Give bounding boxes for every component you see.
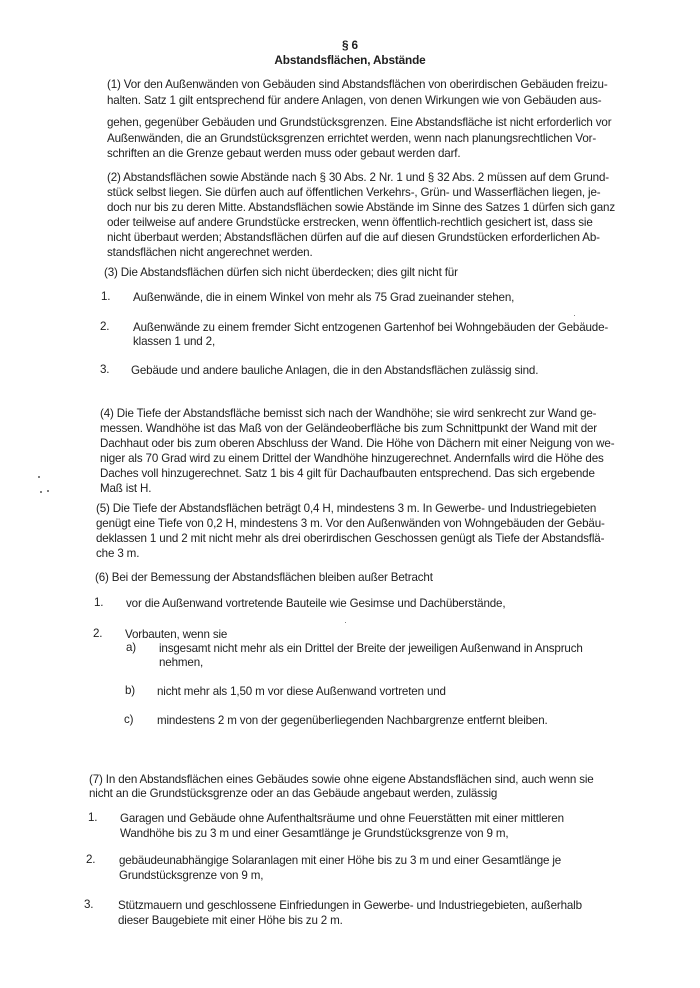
paragraph-line: nicht überbaut werden; Abstandsflächen dürfen auf die auf diesen Grundstücken erforderlichen Ab-	[107, 231, 600, 244]
sublist-text: mindestens 2 m von der gegenüberliegenden Nachbargrenze entfernt bleiben.	[157, 714, 548, 727]
list-item-text: dieser Baugebiete mit einer Höhe bis zu 2 m.	[118, 914, 343, 927]
scan-speck	[47, 490, 49, 492]
section-number: § 6	[342, 38, 358, 52]
paragraph-intro: (6) Bei der Bemessung der Abstandsflächen bleiben außer Betracht	[95, 571, 433, 584]
paragraph-line: (2) Abstandsflächen sowie Abstände nach § 30 Abs. 2 Nr. 1 und § 32 Abs. 2 müssen auf dem Grund-	[107, 171, 609, 184]
paragraph-line: genügt eine Tiefe von 0,2 H, mindestens 3 m. Vor den Außenwänden von Wohngebäuden der Gebäu-	[96, 517, 605, 530]
paragraph-line: doch nur bis zu deren Mitte. Abstandsflächen sowie Abstände im Sinne des Satzes 1 dürfen sich ganz	[107, 201, 615, 214]
sublist-text: nicht mehr als 1,50 m vor diese Außenwand vortreten und	[157, 685, 446, 698]
paragraph-line: (5) Die Tiefe der Abstandsflächen beträgt 0,4 H, mindestens 3 m. In Gewerbe- und Industriegebieten	[96, 502, 597, 515]
list-item-text: Stützmauern und geschlossene Einfriedungen in Gewerbe- und Industriegebieten, außerhalb	[118, 899, 582, 912]
scan-speck	[345, 622, 346, 623]
list-item-number: 1.	[88, 811, 98, 824]
list-item-text: Garagen und Gebäude ohne Aufenthaltsräume und ohne Feuerstätten mit einer mittleren	[120, 812, 564, 825]
list-item-number: 2.	[86, 853, 96, 866]
paragraph-line: (4) Die Tiefe der Abstandsfläche bemisst sich nach der Wandhöhe; sie wird senkrecht zur Wand ge-	[100, 407, 597, 420]
list-item-number: 1.	[94, 596, 104, 609]
paragraph-intro: (7) In den Abstandsflächen eines Gebäudes sowie ohne eigene Abstandsflächen sind, auch wenn sie	[89, 773, 594, 786]
paragraph-line: niger als 70 Grad wird zu einem Drittel der Wandhöhe hinzugerechnet. Andernfalls wird die Höhe des	[100, 452, 604, 465]
list-item-number: 2.	[100, 320, 110, 333]
paragraph-line: schriften an die Grenze gebaut werden muss oder gebaut werden darf.	[107, 147, 461, 160]
paragraph-intro: (3) Die Abstandsflächen dürfen sich nicht überdecken; dies gilt nicht für	[104, 266, 458, 279]
paragraph-line: Dachhaut oder bis zum oberen Abschluss der Wand. Die Höhe von Dächern mit einer Neigung von we-	[100, 437, 615, 450]
paragraph-line: Außenwänden, die an Grundstücksgrenzen errichtet werden, wenn nach planungsrechtlichen Vor-	[107, 132, 597, 145]
sublist-label: c)	[124, 713, 134, 726]
list-item-text: Außenwände zu einem fremder Sicht entzogenen Gartenhof bei Wohngebäuden der Gebäude-	[133, 321, 609, 334]
sublist-label: b)	[125, 684, 136, 697]
paragraph-line: oder teilweise auf andere Grundstücke erstrecken, wenn öffentlich-rechtlich gesichert ist, dass sie	[107, 216, 593, 229]
paragraph-line: deklassen 1 und 2 mit nicht mehr als drei oberirdischen Geschossen genügt als Tiefe der Abstandsflä-	[96, 532, 605, 545]
list-item-number: 2.	[93, 627, 103, 640]
paragraph-line: gehen, gegenüber Gebäuden und Grundstücksgrenzen. Eine Abstandsfläche ist nicht erforderlich vor	[107, 116, 612, 129]
sublist-label: a)	[126, 641, 137, 654]
list-item-text: gebäudeunabhängige Solaranlagen mit einer Höhe bis zu 3 m und einer Gesamtlänge je	[119, 854, 562, 867]
list-item-text: Gebäude und andere bauliche Anlagen, die in den Abstandsflächen zulässig sind.	[131, 364, 539, 377]
list-item-text: vor die Außenwand vortretende Bauteile wie Gesimse und Dachüberstände,	[126, 597, 506, 610]
sublist-text: insgesamt nicht mehr als ein Drittel der Breite der jeweiligen Außenwand in Anspruch	[159, 642, 583, 655]
list-item-text: Wandhöhe bis zu 3 m und einer Gesamtlänge je Grundstücksgrenze von 9 m,	[120, 827, 509, 840]
scan-speck	[40, 491, 42, 493]
paragraph-line: halten. Satz 1 gilt entsprechend für andere Anlagen, von denen Wirkungen wie von Gebäuden aus-	[107, 94, 602, 107]
scan-speck	[38, 476, 40, 478]
paragraph-line: messen. Wandhöhe ist das Maß von der Geländeoberfläche bis zum Schnittpunkt der Wand mit der	[100, 422, 598, 435]
paragraph-line: (1) Vor den Außenwänden von Gebäuden sind Abstandsflächen von oberirdischen Gebäuden freizu-	[107, 78, 608, 91]
list-item-number: 3.	[100, 363, 110, 376]
paragraph-line: standsflächen nicht angerechnet werden.	[107, 246, 313, 259]
list-item-text: klassen 1 und 2,	[133, 335, 216, 348]
list-item-text: Außenwände, die in einem Winkel von mehr als 75 Grad zueinander stehen,	[133, 291, 515, 304]
paragraph-line: che 3 m.	[96, 547, 140, 560]
list-item-number: 3.	[84, 898, 94, 911]
sublist-text: nehmen,	[159, 656, 204, 669]
list-item-number: 1.	[101, 290, 111, 303]
paragraph-intro: nicht an die Grundstücksgrenze oder an das Gebäude angebaut werden, zulässig	[89, 787, 498, 800]
paragraph-line: stück selbst liegen. Sie dürfen auch auf öffentlichen Verkehrs-, Grün- und Wasserflächen liegen, je-	[107, 186, 601, 199]
paragraph-line: Daches voll hinzugerechnet. Satz 1 bis 4 gilt für Dachaufbauten entsprechend. Das sich ergebende	[100, 467, 595, 480]
section-title: Abstandsflächen, Abstände	[274, 53, 426, 67]
list-item-text: Vorbauten, wenn sie	[125, 628, 228, 641]
scan-speck	[574, 315, 575, 316]
paragraph-line: Maß ist H.	[100, 482, 152, 495]
list-item-text: Grundstücksgrenze von 9 m,	[119, 869, 264, 882]
